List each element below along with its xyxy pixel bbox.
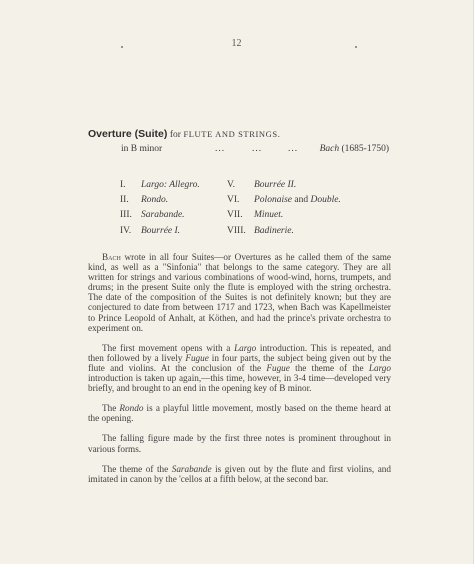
leader-dots-2: ... xyxy=(252,144,263,154)
paragraph-text: introduction is taken up again,—this time, however, in 3-4 time—developed very briefly, and brought to an end in the opening key of B minor. xyxy=(88,373,391,394)
movement-list xyxy=(120,180,370,241)
composer-name: Bach xyxy=(319,144,340,154)
movement-number: VII. xyxy=(227,210,243,221)
movement-title xyxy=(254,195,341,205)
movement-number: IV. xyxy=(120,225,132,236)
movement-title-part: Polonaise xyxy=(254,195,292,206)
paragraph-text: is a playful little movement, mostly based on the theme heard at the opening. xyxy=(88,403,391,424)
movement-title-text: Minuet. xyxy=(254,210,284,221)
key-signature: in B minor xyxy=(121,144,163,154)
paragraph-text: The xyxy=(102,403,120,414)
movement-title-part: Double. xyxy=(310,195,341,206)
movement-title: Rondo. xyxy=(141,195,169,206)
movement-row xyxy=(120,226,370,241)
movement-title: Largo: Allegro. xyxy=(141,180,200,190)
movement-title-conjunction: and xyxy=(292,195,311,206)
movement-title-text: Badinerie. xyxy=(254,225,294,236)
paragraph-falling-figure: The falling figure made by the first three notes is prominent throughout in various forms. xyxy=(88,433,391,454)
paragraph-text: in four parts, the subject being given out by the flute and violins. At the conclusion of the xyxy=(88,352,391,373)
term-rondo: Rondo xyxy=(119,403,144,414)
movement-row xyxy=(120,210,370,225)
leader-dots-1: ... xyxy=(215,144,226,154)
movement-number: VIII. xyxy=(227,225,246,236)
paragraph-text: wrote in all four Suites—or Overtures as he called them of the same kind, as well as a "Sinfonia" that belongs to the same category. They are all written for strings and various combinations of wood-wind, horns, trumpets, and drums; in the present Suite only the flute is employed with the string orchestra. The date of the composition of the Suites is not definitely known; but they are conjectured to date from between 1717 and 1723, when Bach was Kapellmeister to Prince Leopold of Anhalt, at Köthen, and had the prince's private orchestra to experiment on. xyxy=(88,252,391,333)
paragraph-history xyxy=(88,252,391,333)
movement-number: III. xyxy=(120,210,132,221)
scan-margin xyxy=(0,564,475,574)
movement-number: VI. xyxy=(227,195,240,206)
term-largo: Largo xyxy=(368,362,391,373)
composer-line xyxy=(320,144,389,154)
movement-title: Bourrée I. xyxy=(141,225,181,236)
heading-for-word: for xyxy=(169,130,181,140)
movement-number: I. xyxy=(120,180,126,190)
paragraph-first-movement xyxy=(88,343,391,393)
bach-name: Bach xyxy=(102,252,121,262)
movement-title xyxy=(254,180,296,190)
movement-number: V. xyxy=(227,180,236,190)
movement-title: Sarabande. xyxy=(141,210,185,221)
movement-title xyxy=(254,210,283,220)
term-fugue: Fugue xyxy=(185,352,209,363)
composer-dates: (1685-1750) xyxy=(341,144,389,154)
paragraph-rondo xyxy=(88,403,391,423)
movement-number: II. xyxy=(120,195,129,206)
page-number: 12 xyxy=(231,38,242,49)
term-fugue: Fugue xyxy=(266,362,290,373)
movement-title xyxy=(254,226,294,236)
leader-dots-3: ... xyxy=(288,144,299,154)
overture-heading xyxy=(88,128,393,140)
term-sarabande: Sarabande xyxy=(171,463,212,474)
paragraph-text: The theme of the xyxy=(102,463,172,474)
term-largo: Largo xyxy=(234,342,257,353)
heading-instruments: FLUTE AND STRINGS. xyxy=(183,129,281,139)
paragraph-sarabande xyxy=(88,464,391,484)
movement-row xyxy=(120,180,370,195)
paragraph-text: introduction. This is repeated, and then followed by a lively xyxy=(88,342,391,363)
movement-title-text: Bourrée II. xyxy=(254,180,297,190)
paragraph-text: is given out by the flute and first violins, and imitated in canon by the 'cellos at a fifth below, at the second bar. xyxy=(88,463,391,484)
program-notes xyxy=(88,252,391,494)
paragraph-text: The first movement opens with a xyxy=(102,342,235,353)
movement-row xyxy=(120,195,370,210)
overture-title: Overture (Suite) xyxy=(88,128,168,140)
paragraph-text: the theme of the xyxy=(289,362,369,373)
